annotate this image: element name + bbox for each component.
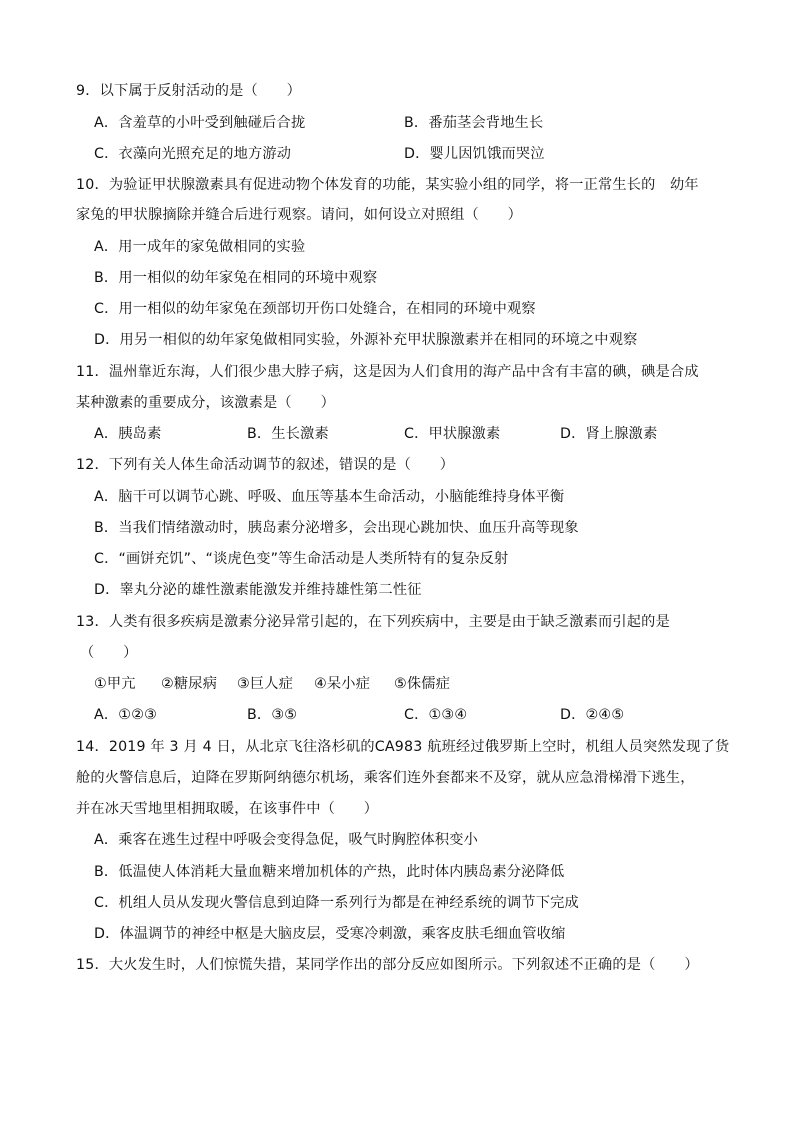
- question-13-option-a: A．①②③: [94, 707, 158, 723]
- question-12-stem: 12．下列有关人体生命活动调节的叙述，错误的是（ ）: [76, 457, 455, 473]
- question-13-option-c: C．①③④: [404, 707, 468, 723]
- question-11-option-b: B．生长激素: [247, 426, 329, 442]
- question-13-list-item-1: ①甲亢: [94, 676, 136, 692]
- question-12-option-b: B．当我们情绪激动时，胰岛素分泌增多，会出现心跳加快、血压升高等现象: [94, 520, 579, 536]
- question-14-option-b: B．低温使人体消耗大量血糖来增加机体的产热，此时体内胰岛素分泌降低: [94, 864, 565, 880]
- question-10-option-a: A．用一成年的家兔做相同的实验: [94, 239, 306, 255]
- question-13-stem-line-1: 13．人类有很多疾病是激素分泌异常引起的，在下列疾病中，主要是由于缺乏激素而引起的是: [76, 614, 670, 630]
- question-13-option-d: D．②④⑤: [560, 707, 625, 723]
- question-9-stem: 9．以下属于反射活动的是（ ）: [76, 83, 302, 99]
- question-9-option-c: C．衣藻向光照充足的地方游动: [94, 146, 292, 162]
- question-14-stem-line-1: 14．2019 年 3 月 4 日，从北京飞往洛杉矶的CA983 航班经过俄罗斯上空时，机组人员突然发现了货: [76, 739, 730, 755]
- question-14-stem-line-3: 并在冰天雪地里相拥取暖，在该事件中（ ）: [76, 801, 379, 817]
- question-14-option-a: A．乘客在逃生过程中呼吸会变得急促，吸气时胸腔体积变小: [94, 832, 478, 848]
- question-11-option-a: A．胰岛素: [94, 426, 162, 442]
- question-13-list-item-3: ③巨人症: [237, 676, 294, 692]
- question-14-option-c: C．机组人员从发现火警信息到迫降一系列行为都是在神经系统的调节下完成: [94, 895, 579, 911]
- question-9-option-d: D．婴儿因饥饿而哭泣: [404, 146, 545, 162]
- question-12-option-c: C．“画饼充饥”、“谈虎色变”等生命活动是人类所特有的复杂反射: [94, 551, 509, 567]
- question-12-option-a: A．脑干可以调节心跳、呼吸、血压等基本生命活动，小脑能维持身体平衡: [94, 489, 565, 505]
- question-10-stem-line-1: 10．为验证甲状腺激素具有促进动物个体发育的功能，某实验小组的同学，将一正常生长的 幼年: [76, 177, 699, 193]
- question-14-option-d: D．体温调节的神经中枢是大脑皮层，受寒冷刺激，乘客皮肤毛细血管收缩: [94, 926, 566, 942]
- question-10-option-d: D．用另一相似的幼年家兔做相同实验，外源补充甲状腺激素并在相同的环境之中观察: [94, 332, 638, 348]
- question-10-option-b: B．用一相似的幼年家兔在相同的环境中观察: [94, 270, 378, 286]
- question-12-option-d: D．睾丸分泌的雄性激素能激发并维持雄性第二性征: [94, 582, 422, 598]
- question-11-stem-line-2: 某种激素的重要成分，该激素是（ ）: [76, 395, 335, 411]
- question-13-list-item-2: ②糖尿病: [161, 676, 218, 692]
- question-11-option-c: C．甲状腺激素: [404, 426, 501, 442]
- question-9-option-b: B．番茄茎会背地生长: [404, 115, 544, 131]
- question-13-list-item-5: ⑤侏儒症: [394, 676, 451, 692]
- question-13-list-item-4: ④呆小症: [314, 676, 371, 692]
- question-14-stem-line-2: 舱的火警信息后，迫降在罗斯阿纳德尔机场，乘客们连外套都来不及穿，就从应急滑梯滑下逃生，: [76, 770, 695, 786]
- question-13-option-b: B．③⑤: [247, 707, 298, 723]
- question-9-option-a: A．含羞草的小叶受到触碰后合拢: [94, 115, 306, 131]
- question-15-stem: 15．大火发生时，人们惊慌失措，某同学作出的部分反应如图所示。下列叙述不正确的是（ ）: [76, 957, 699, 973]
- question-10-option-c: C．用一相似的幼年家兔在颈部切开伤口处缝合，在相同的环境中观察: [94, 301, 536, 317]
- question-11-stem-line-1: 11．温州靠近东海，人们很少患大脖子病，这是因为人们食用的海产品中含有丰富的碘，碘是合成: [76, 364, 699, 380]
- question-10-stem-line-2: 家兔的甲状腺摘除并缝合后进行观察。请问，如何设立对照组（ ）: [76, 207, 523, 223]
- question-11-option-d: D．肾上腺激素: [560, 426, 658, 442]
- question-13-stem-line-2: （ ）: [80, 645, 138, 661]
